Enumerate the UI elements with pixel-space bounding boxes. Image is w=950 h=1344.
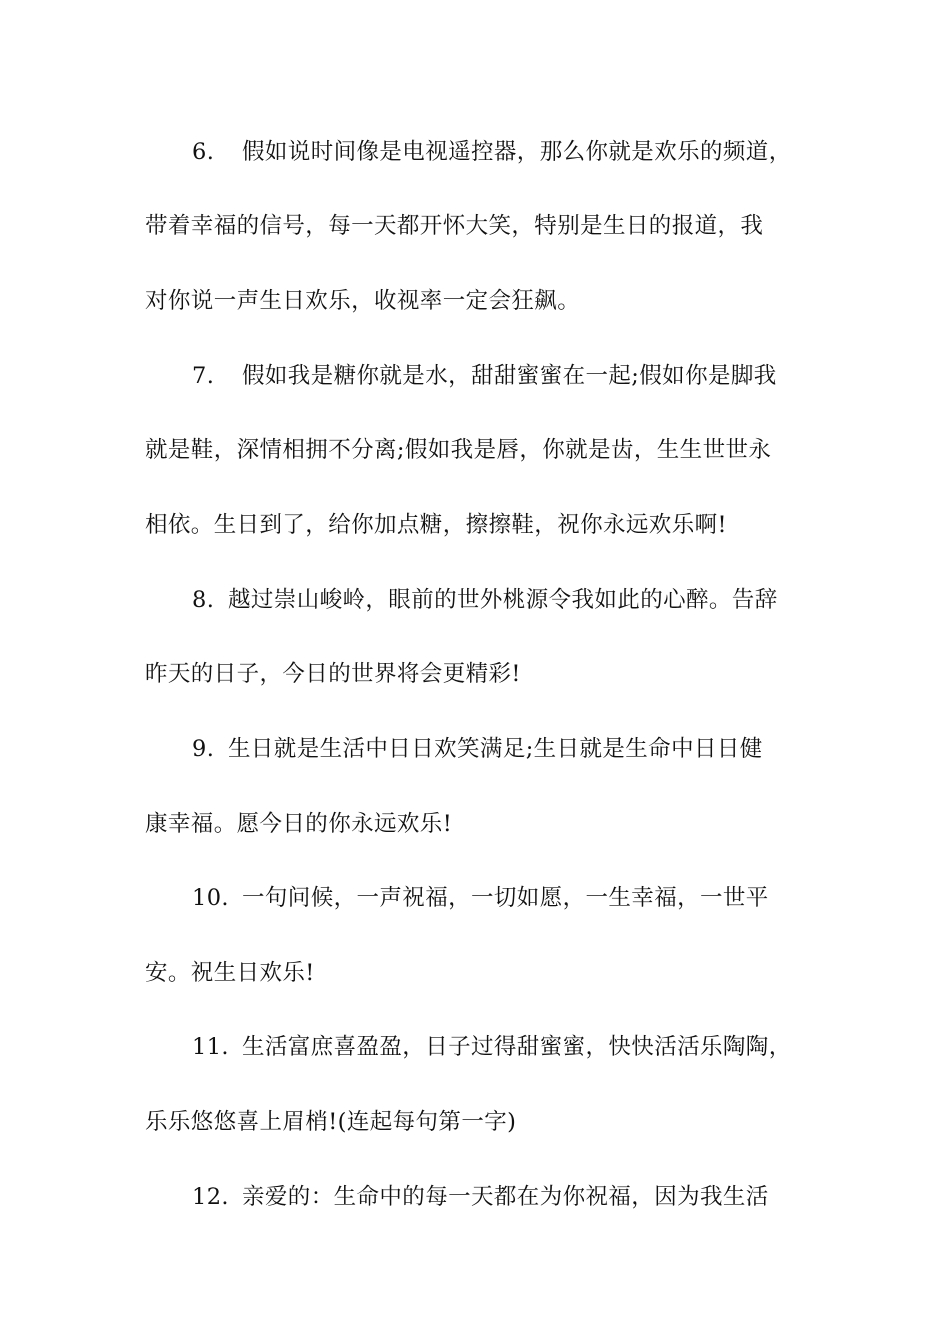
item-text: 假如说时间像是电视遥控器，那么你就是欢乐的频道， xyxy=(242,139,792,165)
paragraph-11-line-1 xyxy=(192,1029,862,1065)
item-text: 越过崇山峻岭，眼前的世外桃源令我如此的心醉。告辞 xyxy=(228,587,778,613)
item-text: 亲爱的：生命中的每一天都在为你祝福，因为我生活 xyxy=(242,1184,769,1210)
item-text: 假如我是糖你就是水，甜甜蜜蜜在一起;假如你是脚我 xyxy=(242,363,777,389)
item-text: 生日就是生活中日日欢笑满足;生日就是生命中日日健 xyxy=(228,736,763,762)
item-number: 11. xyxy=(192,1034,229,1060)
paragraph-7-line-3: 相依。生日到了，给你加点糖，擦擦鞋，祝你永远欢乐啊! xyxy=(145,512,727,538)
item-number: 8. xyxy=(192,587,215,613)
paragraph-6-line-2: 带着幸福的信号，每一天都开怀大笑，特别是生日的报道，我 xyxy=(145,213,764,239)
paragraph-6-line-1 xyxy=(192,134,862,170)
paragraph-11-line-2: 乐乐悠悠喜上眉梢!(连起每句第一字) xyxy=(145,1109,517,1135)
paragraph-6-line-3: 对你说一声生日欢乐，收视率一定会狂飙。 xyxy=(145,288,581,314)
item-number: 6. xyxy=(192,139,215,165)
item-number: 10. xyxy=(192,885,229,911)
item-number: 7. xyxy=(192,363,215,389)
paragraph-7-line-2: 就是鞋，深情相拥不分离;假如我是唇，你就是齿，生生世世永 xyxy=(145,437,772,463)
item-text: 一句问候，一声祝福，一切如愿，一生幸福，一世平 xyxy=(242,885,769,911)
paragraph-10-line-2: 安。祝生日欢乐! xyxy=(145,960,315,986)
item-number: 9. xyxy=(192,736,215,762)
item-number: 12. xyxy=(192,1184,229,1210)
paragraph-10-line-1 xyxy=(192,880,862,916)
paragraph-8-line-1 xyxy=(192,582,862,618)
paragraph-8-line-2: 昨天的日子，今日的世界将会更精彩! xyxy=(145,661,521,687)
paragraph-9-line-1 xyxy=(192,731,862,767)
item-text: 生活富庶喜盈盈，日子过得甜蜜蜜，快快活活乐陶陶， xyxy=(242,1034,792,1060)
paragraph-7-line-1 xyxy=(192,358,862,394)
paragraph-9-line-2: 康幸福。愿今日的你永远欢乐! xyxy=(145,811,453,837)
paragraph-12-line-1 xyxy=(192,1179,862,1215)
